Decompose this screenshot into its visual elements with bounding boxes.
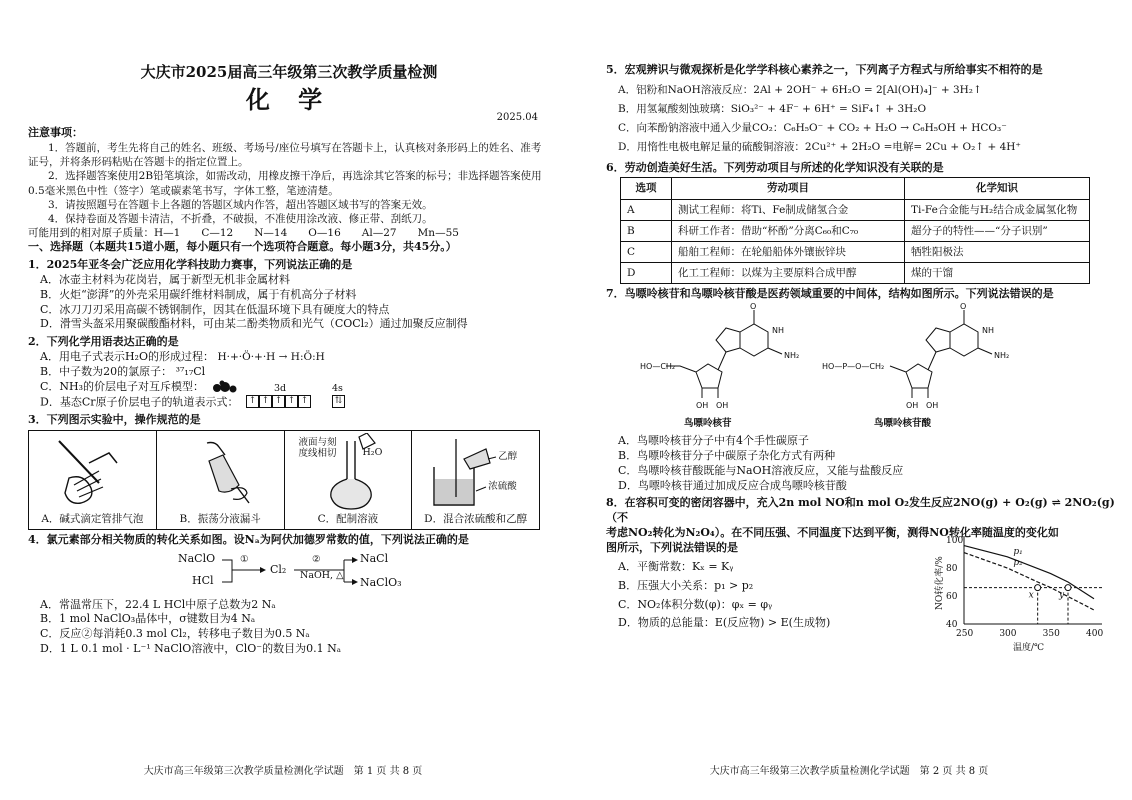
option-text: A．用电子式表示H₂O的形成过程： [40, 350, 214, 364]
option-c: C．鸟嘌呤核苷酸既能与NaOH溶液反应，又能与盐酸反应 [618, 463, 904, 477]
option-c: C．向苯酚钠溶液中通入少量CO₂：C₆H₅O⁻ + CO₂ + H₂O → C₆H₅OH + HCO₃⁻ [618, 122, 1007, 135]
beaker-mixing-illustration [412, 433, 538, 511]
svg-text:HO—CH₂: HO—CH₂ [640, 362, 676, 372]
table-header-row [621, 178, 1090, 199]
step-1-label: ① [240, 553, 249, 565]
lab-figure-d [412, 431, 539, 529]
structure-name: 鸟嘌呤核苷 [684, 418, 732, 430]
table-cell: 化工工程师：以煤为主要原料合成甲醇 [672, 263, 905, 284]
question-stem: 3．下列图示实验中，操作规范的是 [28, 412, 201, 426]
question-3 [28, 413, 550, 530]
volumetric-flask-illustration [285, 433, 411, 511]
option-c: C．反应②每消耗0.3 mol Cl₂，转移电子数目为0.5 Nₐ [40, 627, 310, 641]
y-axis-label: NO转化率/% [935, 556, 945, 611]
data-point [1065, 585, 1071, 591]
question-stem: 图所示，下列说法错误的是 [606, 540, 738, 554]
vsepr-model-icon [208, 380, 238, 394]
reaction-condition: NaOH, △ [300, 569, 344, 581]
atomic-masses: 可能用到的相对原子质量：H—1 C—12 N—14 O—16 Al—27 Mn—55 [28, 227, 459, 240]
point-label: x [1028, 591, 1034, 602]
orbital-4s-label: 4s [332, 382, 343, 394]
option-b: B．火炬“澎湃”的外壳采用碳纤维材料制成，属于有机高分子材料 [40, 287, 357, 301]
x-tick-label: 350 [1042, 629, 1060, 640]
table-header: 劳动项目 [672, 178, 905, 199]
orbital-diagram [246, 382, 345, 410]
notice-item: 4．保持卷面及答题卡清洁，不折叠，不破损，不准使用涂改液、修正带、刮纸刀。 [48, 212, 433, 225]
x-tick-label: 250 [956, 629, 974, 640]
exam-page-2 [566, 0, 1132, 800]
table-row [621, 199, 1090, 220]
point-label: y [1059, 591, 1065, 602]
svg-text:NH₂: NH₂ [994, 351, 1010, 361]
electron-formula: H·+·Ö·+·H → H:Ö:H [217, 351, 325, 364]
option-c: C．NO₂体积分数(φ)：φₓ = φᵧ [618, 597, 773, 611]
svg-text:O: O [750, 302, 757, 312]
orbital-3d-label: 3d [274, 382, 287, 394]
option-c: C．冰刀刀刃采用高碳不锈钢制作，因其在低温环境下具有硬度大的特点 [40, 302, 390, 316]
x-axis-label: 温度/℃ [1013, 643, 1045, 654]
table-cell: C [621, 241, 672, 262]
option-text: B．中子数为20的氯原子： [40, 364, 173, 378]
lab-caption: B．振荡分液漏斗 [179, 512, 261, 525]
y-tick-label: 100 [946, 536, 964, 547]
option-b: B．鸟嘌呤核苷分子中碳原子杂化方式有两种 [618, 448, 836, 462]
orbital-box: ↑ [272, 395, 285, 408]
table-cell: 科研工作者：借助“杯酚”分离C₆₀和C₇₀ [672, 220, 905, 241]
y-tick-label: 80 [946, 564, 958, 575]
step-2-label: ② [312, 553, 321, 565]
question-4 [28, 533, 550, 657]
question-stem: 2．下列化学用语表达正确的是 [28, 335, 179, 349]
separatory-funnel-illustration [157, 433, 283, 511]
chlorine-conversion-diagram [178, 548, 550, 598]
option-a: A．铝粉和NaOH溶液反应：2Al + 2OH⁻ + 6H₂O = 2[Al(OH)₄]⁻ + 3H₂↑ [618, 83, 982, 96]
product-cl2: Cl₂ [270, 562, 287, 576]
table-cell: 煤的干馏 [905, 263, 1090, 284]
reaction-arrows [178, 548, 378, 598]
svg-text:OH: OH [926, 401, 939, 411]
lab-note: 浓硫酸 [488, 480, 517, 492]
series-line [964, 553, 1094, 610]
orbital-box-4s: ⇅ [332, 395, 345, 408]
reactant-naclo: NaClO [178, 551, 216, 565]
question-stem: 1．2025年亚冬会广泛应用化学科技助力赛事，下列说法正确的是 [28, 258, 353, 272]
product-naclo3: NaClO₃ [360, 575, 402, 589]
subject-title: 化 学 [245, 85, 333, 115]
option-a: A．常温常压下，22.4 L HCl中原子总数为2 Nₐ [40, 597, 276, 611]
option-text: D．基态Cr原子价层电子的轨道表示式： [40, 395, 239, 409]
y-tick-label: 40 [946, 620, 958, 631]
lab-note: 乙醇 [498, 450, 518, 462]
structure-name: 鸟嘌呤核苷酸 [874, 418, 932, 430]
x-tick-label: 400 [1086, 629, 1104, 640]
series-label: p₂ [1013, 558, 1023, 569]
notice-item: 1．答题前，考生先将自己的姓名、班级、考场号/座位号填写在答题卡上，认真核对条形码上的姓名、准考证号，并将条形码粘贴在答题卡的指定位置上。 [28, 141, 542, 169]
molecular-structure-illustration [626, 302, 1046, 414]
chlorine-isotope: ³⁷₁₇Cl [175, 364, 206, 378]
table-header: 选项 [621, 178, 672, 199]
question-stem: 6．劳动创造美好生活。下列劳动项目与所述的化学知识没有关联的是 [606, 160, 944, 174]
orbital-box: ↑ [285, 395, 298, 408]
table-cell: 牺牲阳极法 [905, 241, 1090, 262]
table-header: 化学知识 [905, 178, 1090, 199]
notice-item: 2．选择题答案使用2B铅笔填涂，如需改动，用橡皮擦干净后，再选涂其它答案的标号；非选择题答案使用0.5毫米黑色中性（签字）笔或碳素笔书写，字体工整，笔迹清楚。 [28, 170, 542, 197]
svg-text:OH: OH [906, 401, 919, 411]
question-stem: 7．鸟嘌呤核苷和鸟嘌呤核苷酸是医药领域重要的中间体，结构如图所示。下列说法错误的是 [606, 287, 1054, 301]
svg-text:NH: NH [772, 326, 784, 336]
table-row [621, 241, 1090, 262]
x-tick-label: 300 [999, 629, 1017, 640]
exam-date: 2025.04 [496, 111, 538, 123]
burette-hand-illustration [29, 433, 155, 511]
table-cell: 测试工程师：将Ti、Fe制成储氢合金 [672, 199, 905, 220]
nucleoside-structures [606, 302, 1118, 434]
svg-text:OH: OH [716, 401, 729, 411]
question-1 [28, 258, 550, 332]
svg-text:NH: NH [982, 326, 994, 336]
svg-text:NH₂: NH₂ [784, 351, 800, 361]
option-d: D．物质的总能量：E(反应物) > E(生成物) [618, 616, 831, 630]
lab-figure-a [29, 431, 157, 529]
svg-text:OH: OH [696, 401, 709, 411]
option-d: D．鸟嘌呤核苷通过加成反应合成鸟嘌呤核苷酸 [618, 478, 847, 492]
option-d: D．用惰性电极电解足量的硫酸铜溶液：2Cu²⁺ + 2H₂O =电解= 2Cu + O₂↑ + 4H⁺ [618, 141, 1021, 154]
option-a: A．鸟嘌呤核苷分子中有4个手性碳原子 [618, 434, 809, 448]
lab-caption: C．配制溶液 [317, 512, 379, 525]
table-cell: A [621, 199, 672, 220]
svg-text:HO—P—O—CH₂: HO—P—O—CH₂ [822, 362, 885, 372]
option-d: D．滑雪头盔采用聚碳酸酯材料，可由某二酚类物质和光气（COCl₂）通过加聚反应制得 [40, 317, 468, 331]
table-cell: Ti-Fe合金能与H₂结合成金属氢化物 [905, 199, 1090, 220]
svg-text:O: O [960, 302, 967, 312]
orbital-box: ↑ [246, 395, 259, 408]
series-label: p₁ [1013, 547, 1023, 558]
exam-title: 大庆市2025届高三年级第三次教学质量检测 [140, 63, 438, 81]
table-cell: D [621, 263, 672, 284]
lab-note: 液面与刻度线相切 [298, 436, 337, 460]
page-footer: 大庆市高三年级第三次教学质量检测化学试题 第 1 页 共 8 页 [143, 765, 423, 777]
question-stem: 4．氯元素部分相关物质的转化关系如图。设Nₐ为阿伏加德罗常数的值，下列说法正确的是 [28, 532, 469, 546]
option-a: A．平衡常数：Kₓ = Kᵧ [618, 559, 734, 573]
notice-item: 3．请按照题号在答题卡上各题的答题区域内作答，超出答题区域书写的答案无效。 [48, 198, 433, 211]
option-d: D．1 L 0.1 mol · L⁻¹ NaClO溶液中，ClO⁻的数目为0.1 Nₐ [40, 642, 341, 656]
question-2 [28, 335, 550, 410]
notice-heading: 注意事项： [28, 126, 83, 140]
table-cell: B [621, 220, 672, 241]
question-stem: 考虑NO₂转化为N₂O₄）。在不同压强、不同温度下达到平衡，测得NO转化率随温度的变化如 [606, 526, 1059, 540]
product-nacl: NaCl [360, 551, 389, 565]
labor-knowledge-table [620, 177, 1090, 284]
question-7 [606, 287, 1118, 493]
option-b: B．用氢氟酸刻蚀玻璃：SiO₃²⁻ + 4F⁻ + 6H⁺ = SiF₄↑ + 3H₂O [618, 103, 927, 116]
table-cell: 超分子的特性——“分子识别” [905, 220, 1090, 241]
data-point [1035, 585, 1041, 591]
lab-note: H₂O [362, 446, 383, 458]
table-row [621, 220, 1090, 241]
lab-figure-b [157, 431, 285, 529]
option-text: C．NH₃的价层电子对互斥模型： [40, 379, 205, 393]
y-tick-label: 60 [946, 592, 958, 603]
option-b: B．压强大小关系：p₁ > p₂ [618, 578, 754, 592]
table-row [621, 263, 1090, 284]
table-cell: 船舶工程师：在轮船船体外镶嵌锌块 [672, 241, 905, 262]
page-footer: 大庆市高三年级第三次教学质量检测化学试题 第 2 页 共 8 页 [709, 765, 989, 777]
option-a [40, 350, 550, 365]
lab-caption: A．碱式滴定管排气泡 [41, 512, 144, 525]
section-heading: 一、选择题（本题共15道小题，每小题只有一个选项符合题意。每小题3分，共45分。） [28, 240, 457, 254]
question-6 [606, 161, 1118, 285]
option-b [40, 365, 550, 380]
option-c [40, 380, 550, 395]
lab-figure-c [285, 431, 413, 529]
reactant-hcl: HCl [192, 573, 214, 587]
question-stem: 5．宏观辨识与微观探析是化学学科核心素养之一，下列离子方程式与所给事实不相符的是 [606, 63, 1043, 76]
orbital-box: ↑ [298, 395, 311, 408]
question-5 [606, 63, 1118, 155]
question-8 [606, 496, 1118, 654]
option-b: B．1 mol NaClO₃晶体中，σ键数目为4 Nₐ [40, 612, 256, 626]
question-stem: 8．在容积可变的密闭容器中，充入2n mol NO和n mol O₂发生反应2NO(g) + O₂(g) ⇌ 2NO₂(g)（不 [606, 496, 1115, 525]
lab-figures [28, 430, 540, 530]
option-a: A．冰壶主材料为花岗岩，属于新型无机非金属材料 [40, 272, 290, 286]
lab-caption: D．混合浓硫酸和乙醇 [424, 512, 528, 525]
orbital-box: ↑ [259, 395, 272, 408]
conversion-chart [916, 532, 1116, 672]
